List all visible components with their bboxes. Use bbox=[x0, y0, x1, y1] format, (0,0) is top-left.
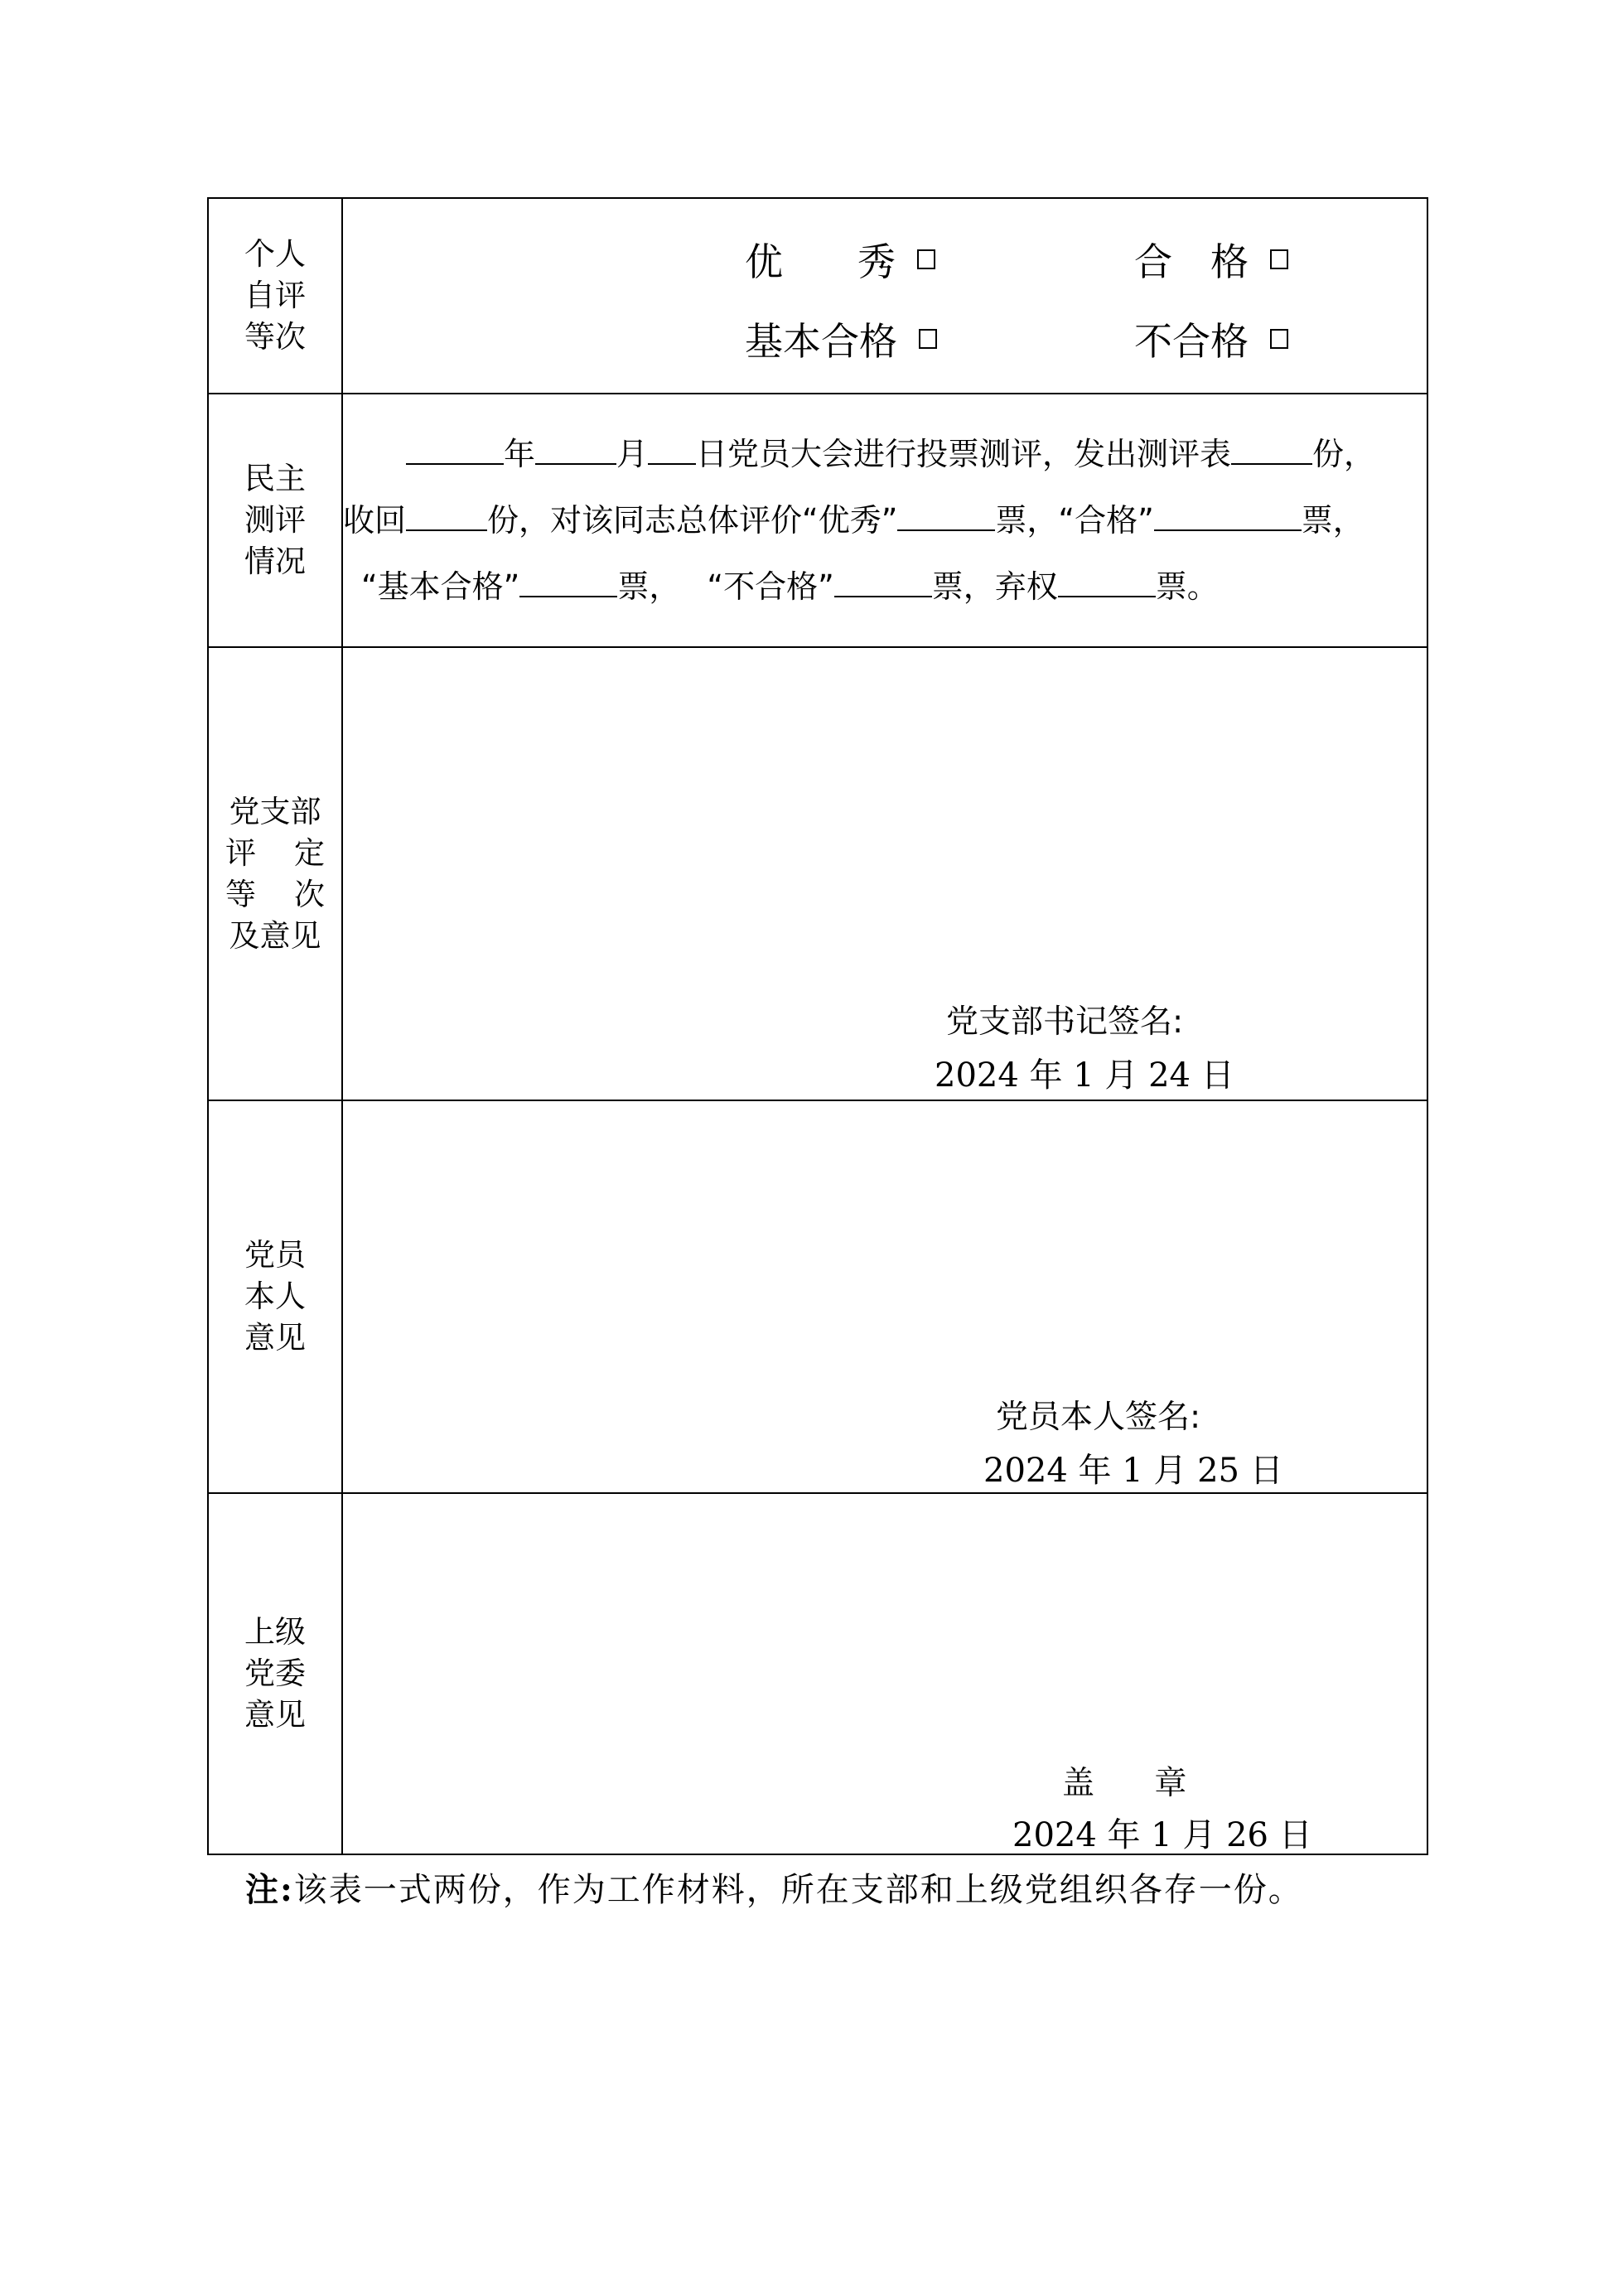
label-line: 等次 bbox=[244, 319, 306, 355]
member-signature-label: 党员本人签名: bbox=[996, 1399, 1201, 1436]
label-line: 党委 bbox=[244, 1656, 306, 1691]
grade-excellent-char2: 秀 bbox=[857, 239, 896, 284]
text: 年 bbox=[504, 436, 536, 472]
label-line: 情况 bbox=[244, 544, 306, 579]
branch-label bbox=[208, 647, 342, 1100]
label-char: 定 bbox=[294, 834, 325, 871]
grade-fail-label: 不合格 bbox=[1134, 319, 1249, 364]
footnote-text: 该表一式两份，作为工作材料，所在支部和上级党组织各存一份。 bbox=[293, 1871, 1303, 1909]
pass-checkbox[interactable] bbox=[1270, 249, 1288, 269]
democratic-label bbox=[208, 394, 342, 647]
grade-excellent-char1: 优 bbox=[745, 239, 783, 284]
text: 份， bbox=[1312, 436, 1376, 472]
basic-pass-checkbox[interactable] bbox=[919, 329, 937, 349]
label-char: 等 bbox=[225, 876, 256, 912]
self-eval-content bbox=[342, 198, 1427, 394]
democratic-content bbox=[342, 394, 1427, 647]
superior-label bbox=[208, 1493, 342, 1854]
year-blank[interactable] bbox=[406, 435, 504, 465]
grade-fail bbox=[1134, 312, 1466, 366]
text: 票。 bbox=[1155, 568, 1219, 605]
text: 票，弃权 bbox=[931, 568, 1058, 605]
label-line: 测评 bbox=[244, 502, 306, 538]
superior-date: 2024 年 1 月 26 日 bbox=[1012, 1816, 1312, 1854]
label-line: 本人 bbox=[244, 1279, 306, 1314]
label-line: 意见 bbox=[244, 1320, 306, 1356]
member-row bbox=[208, 1100, 1427, 1493]
label-line: 民主 bbox=[244, 461, 306, 496]
returned-count-blank[interactable] bbox=[406, 501, 487, 531]
label-line: 意见 bbox=[244, 1697, 306, 1733]
democratic-line-3 bbox=[343, 553, 1427, 620]
text: “不合格” bbox=[707, 568, 834, 605]
democratic-line-1 bbox=[343, 421, 1427, 487]
excellent-votes-blank[interactable] bbox=[897, 501, 995, 531]
text: 票， bbox=[995, 502, 1059, 539]
branch-signature-label: 党支部书记签名: bbox=[946, 1003, 1184, 1041]
label-line: 及意见 bbox=[229, 917, 321, 954]
fail-votes-blank[interactable] bbox=[834, 568, 932, 597]
democratic-row bbox=[208, 394, 1427, 647]
text: “基本合格” bbox=[361, 568, 520, 605]
pass-votes-blank[interactable] bbox=[1154, 501, 1302, 531]
grade-basic-pass-label: 基本合格 bbox=[745, 319, 897, 364]
evaluation-form-table bbox=[207, 197, 1428, 1855]
day-blank[interactable] bbox=[648, 435, 696, 465]
footnote-prefix: 注: bbox=[245, 1870, 294, 1909]
excellent-checkbox[interactable] bbox=[917, 249, 935, 269]
democratic-line-2 bbox=[343, 487, 1427, 553]
grade-excellent bbox=[745, 232, 1134, 287]
label-char: 次 bbox=[294, 876, 325, 912]
self-eval-label bbox=[208, 198, 342, 394]
member-label bbox=[208, 1100, 342, 1493]
grade-pass-char1: 合 bbox=[1134, 239, 1172, 284]
basic-votes-blank[interactable] bbox=[519, 568, 617, 597]
sent-count-blank[interactable] bbox=[1231, 435, 1312, 465]
superior-row bbox=[208, 1493, 1427, 1854]
text: 票， bbox=[617, 568, 681, 605]
grade-pass bbox=[1134, 232, 1466, 287]
text: 收回 bbox=[343, 502, 407, 539]
abstain-votes-blank[interactable] bbox=[1058, 568, 1156, 597]
text: 月 bbox=[616, 436, 649, 472]
label-line: 上级 bbox=[244, 1614, 306, 1650]
label-line: 党员 bbox=[244, 1237, 306, 1273]
branch-content[interactable] bbox=[342, 647, 1427, 1100]
superior-content[interactable] bbox=[342, 1493, 1427, 1854]
grade-basic-pass bbox=[745, 312, 1134, 366]
self-eval-row bbox=[208, 198, 1427, 394]
label-line: 个人 bbox=[244, 236, 306, 272]
month-blank[interactable] bbox=[535, 435, 616, 465]
label-line: 自评 bbox=[244, 278, 306, 313]
member-date: 2024 年 1 月 25 日 bbox=[983, 1452, 1283, 1490]
text: “优秀” bbox=[802, 502, 898, 539]
footnote bbox=[245, 1863, 1303, 1911]
seal-label: 盖 章 bbox=[1062, 1765, 1212, 1802]
fail-checkbox[interactable] bbox=[1270, 329, 1288, 349]
member-content[interactable] bbox=[342, 1100, 1427, 1493]
text: 份，对该同志总体评价 bbox=[487, 502, 803, 539]
text: 日党员大会进行投票测评，发出测评表 bbox=[696, 436, 1232, 472]
label-line: 党支部 bbox=[229, 793, 321, 829]
text: 票， bbox=[1301, 502, 1365, 539]
label-char: 评 bbox=[225, 834, 256, 871]
text: “合格” bbox=[1058, 502, 1154, 539]
branch-date: 2024 年 1 月 24 日 bbox=[935, 1056, 1234, 1095]
grade-pass-char2: 格 bbox=[1210, 239, 1249, 284]
branch-row bbox=[208, 647, 1427, 1100]
